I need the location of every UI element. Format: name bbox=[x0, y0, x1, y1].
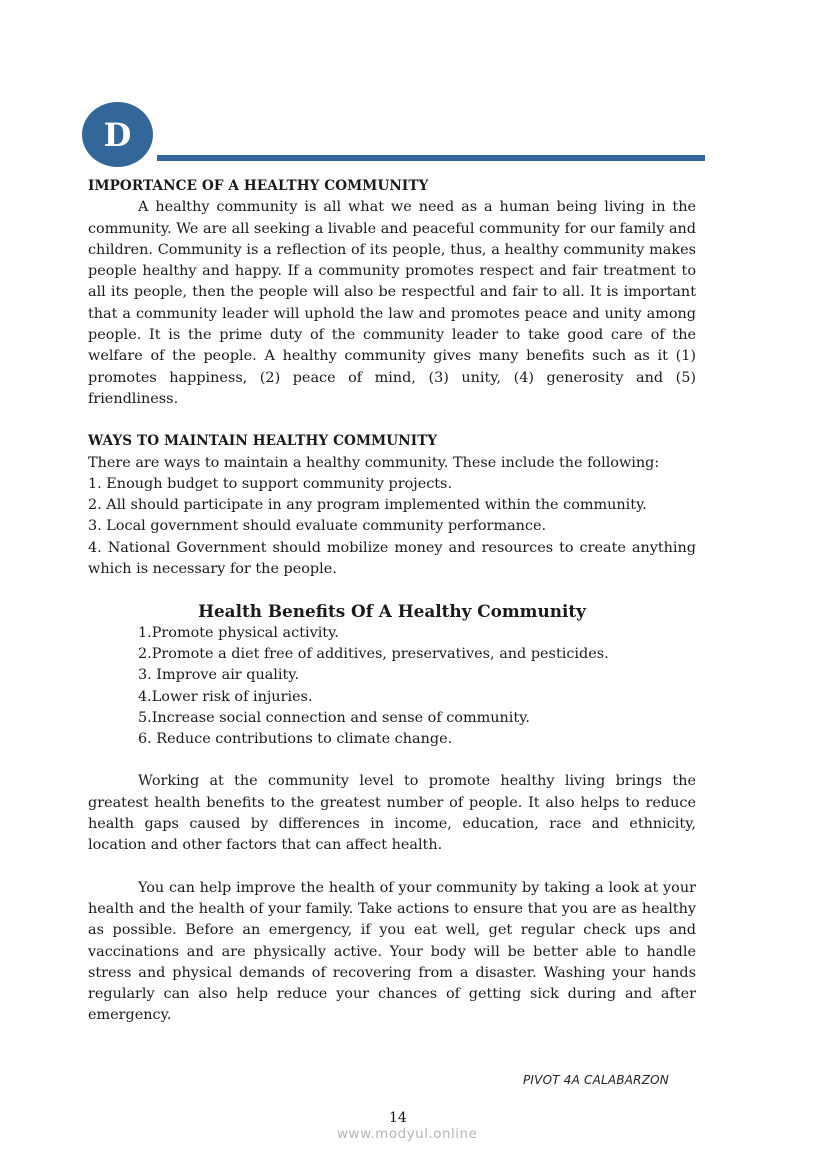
ways-list bbox=[88, 474, 696, 580]
benefit-item: 3. Improve air quality. bbox=[138, 667, 300, 684]
paragraph-help: You can help improve the health of your community by taking a look at your health and the health of your family. Take actions to ensure that you are as healthy as possible. Before an emergency, if you eat well, get regular check ups and vaccinations and are physically active. Your body will be better able to handle stress and physical demands of recovering from a disaster. Washing your hands regularly can also help reduce your chances of getting sick during and after emergency. bbox=[88, 879, 696, 1024]
benefit-item: 1.Promote physical activity. bbox=[138, 624, 339, 641]
spacer bbox=[88, 580, 696, 601]
spacer bbox=[88, 857, 696, 878]
section-letter-badge bbox=[82, 102, 153, 167]
page-number: 14 bbox=[389, 1110, 407, 1126]
paragraph-working: Working at the community level to promote healthy living brings the greatest health benefits to the greatest number of people. It also helps to reduce health gaps caused by differences in income, education, race and ethnicity, location and other factors that can affect health. bbox=[88, 773, 696, 854]
document-content bbox=[88, 176, 696, 1027]
section-letter: D bbox=[103, 115, 132, 154]
benefits-list bbox=[88, 623, 696, 751]
spacer bbox=[88, 410, 696, 431]
heading-importance: IMPORTANCE OF A HEALTHY COMMUNITY bbox=[88, 178, 429, 194]
ways-list-item: 2. All should participate in any program implemented within the community. bbox=[88, 497, 647, 514]
watermark-link: www.modyul.online bbox=[337, 1126, 478, 1142]
section-header-rule bbox=[157, 155, 705, 161]
benefit-item: 5.Increase social connection and sense of community. bbox=[138, 709, 530, 726]
ways-list-item: 1. Enough budget to support community projects. bbox=[88, 475, 453, 492]
benefit-item: 4.Lower risk of injuries. bbox=[138, 688, 313, 705]
ways-intro: There are ways to maintain a healthy community. These include the following: bbox=[88, 454, 660, 471]
benefit-item: 6. Reduce contributions to climate change. bbox=[138, 731, 453, 748]
footer-brand: PIVOT 4A CALABARZON bbox=[523, 1073, 669, 1087]
ways-list-item: 3. Local government should evaluate community performance. bbox=[88, 518, 547, 535]
heading-ways: WAYS TO MAINTAIN HEALTHY COMMUNITY bbox=[88, 433, 438, 450]
ways-list-item: 4. National Government should mobilize money and resources to create anything which is necessary for the people. bbox=[88, 539, 696, 578]
paragraph-importance: A healthy community is all what we need as a human being living in the community. We are all seeking a livable and peaceful community for our family and children. Community is a reflection of its people, thus, a healthy community makes people healthy and happy. If a community promotes respect and fair treatment to all its people, then the people will also be respectful and fair to all. It is important that a community leader will uphold the law and promotes peace and unity among people. It is the prime duty of the community leader to take good care of the welfare of the people. A healthy community gives many benefits such as it (1) promotes happiness, (2) peace of mind, (3) unity, (4) generosity and (5) friendliness. bbox=[88, 199, 696, 407]
benefit-item: 2.Promote a diet free of additives, preservatives, and pesticides. bbox=[138, 645, 609, 662]
heading-health-benefits: Health Benefits Of A Healthy Community bbox=[198, 601, 586, 622]
spacer bbox=[88, 750, 696, 771]
